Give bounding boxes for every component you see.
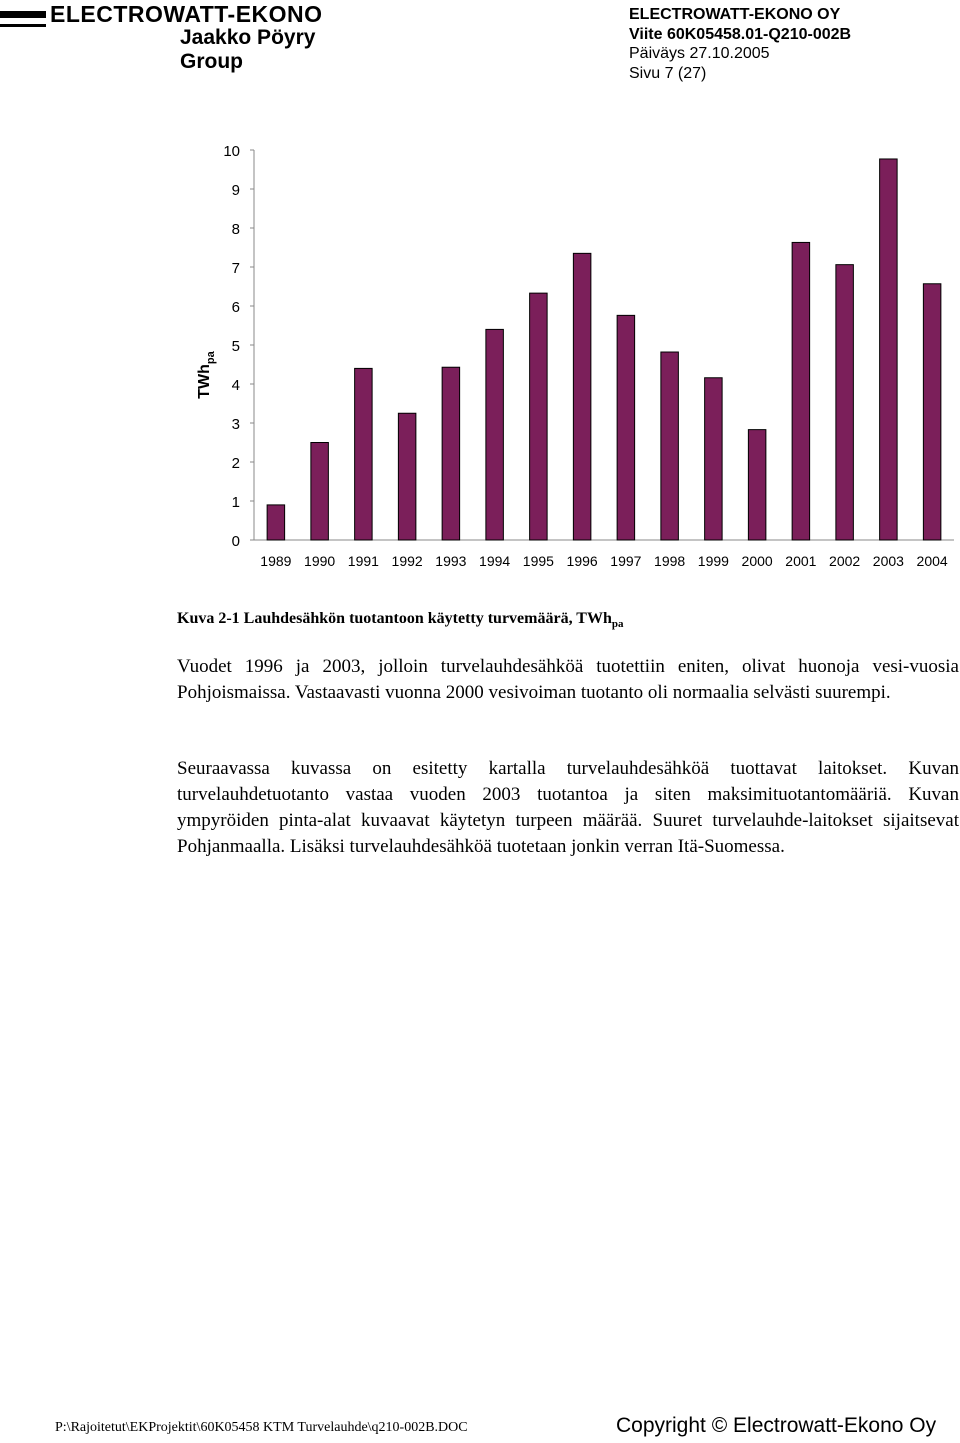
copyright-notice: Copyright © Electrowatt-Ekono Oy bbox=[616, 1414, 937, 1437]
bar-2003 bbox=[880, 159, 898, 540]
figure-caption bbox=[177, 610, 624, 630]
x-tick-label: 1995 bbox=[522, 553, 554, 569]
peat-usage-bar-chart bbox=[180, 130, 960, 580]
bar-1993 bbox=[442, 367, 460, 540]
bar-1999 bbox=[705, 378, 723, 540]
y-axis-label: TWh$_{pa}$ bbox=[196, 351, 217, 399]
x-tick-label: 2000 bbox=[741, 553, 773, 569]
figure-caption-subscript: pa bbox=[611, 618, 624, 631]
x-tick-label: 1990 bbox=[304, 553, 336, 569]
bar-1994 bbox=[486, 329, 504, 540]
x-tick-label: 2003 bbox=[872, 553, 904, 569]
x-tick-label: 1991 bbox=[347, 553, 379, 569]
bar-1998 bbox=[661, 352, 679, 540]
y-axis-ticks bbox=[223, 143, 254, 550]
y-tick-label: 3 bbox=[231, 416, 240, 433]
bar-1995 bbox=[530, 293, 548, 540]
figure-caption-text: Kuva 2-1 Lauhdesähkön tuotantoon käytetty turvemäärä, TWh bbox=[177, 610, 612, 627]
logo-group-name: Jaakko Pöyry Group bbox=[180, 26, 316, 73]
body-paragraph: Seuraavassa kuvassa on esitetty kartalla turvelauhdesähköä tuottavat laitokset. Kuvan turvelauhdetuotanto vastaa vuoden 2003 tuotantoa ja siten maksimituotantomääriä. Kuvan ympyröiden pinta-alat kuvaavat käytetyn turpeen määrää. Suuret turvelauhde-laitokset sijaitsevat Pohjanmaalla. Lisäksi turvelauhdesähköä tuotetaan jonkin verran Itä-Suomessa. bbox=[177, 758, 959, 857]
y-tick-label: 5 bbox=[231, 338, 240, 355]
y-tick-label: 8 bbox=[231, 221, 240, 238]
bar-1990 bbox=[311, 443, 329, 541]
x-tick-label: 1992 bbox=[391, 553, 423, 569]
y-tick-label: 7 bbox=[231, 260, 240, 277]
y-tick-label: 6 bbox=[231, 299, 240, 316]
bar-1996 bbox=[573, 253, 591, 540]
x-tick-label: 1994 bbox=[479, 553, 511, 569]
y-tick-label: 2 bbox=[231, 455, 240, 472]
y-tick-label: 10 bbox=[223, 143, 240, 160]
x-axis-ticks bbox=[260, 553, 948, 569]
y-tick-label: 4 bbox=[231, 377, 240, 394]
document-date: Päiväys 27.10.2005 bbox=[629, 45, 770, 63]
bar-2002 bbox=[836, 265, 854, 540]
x-tick-label: 2001 bbox=[785, 553, 817, 569]
bars bbox=[267, 159, 941, 540]
company-name: ELECTROWATT-EKONO OY bbox=[629, 6, 841, 23]
bar-1992 bbox=[398, 413, 416, 540]
y-tick-label: 1 bbox=[231, 494, 240, 511]
x-tick-label: 1997 bbox=[610, 553, 642, 569]
logo-bar bbox=[0, 11, 46, 18]
file-path: P:\Rajoitetut\EKProjektit\60K05458 KTM Turvelauhde\q210-002B.DOC bbox=[55, 1420, 468, 1435]
x-tick-label: 1998 bbox=[654, 553, 686, 569]
bar-2004 bbox=[923, 284, 941, 540]
bar-2001 bbox=[792, 242, 810, 540]
x-tick-label: 1999 bbox=[697, 553, 729, 569]
document-reference: Viite 60K05458.01-Q210-002B bbox=[629, 25, 852, 43]
x-tick-label: 1993 bbox=[435, 553, 467, 569]
body-paragraph: Vuodet 1996 ja 2003, jolloin turvelauhdesähköä tuotettiin eniten, olivat huonoja vesi-vuosia Pohjoismaissa. Vastaavasti vuonna 2000 vesivoiman tuotanto oli normaalia selvästi suurempi. bbox=[177, 656, 959, 703]
x-tick-label: 2002 bbox=[829, 553, 861, 569]
document-header bbox=[629, 5, 851, 83]
logo-bar bbox=[0, 24, 46, 27]
bar-1997 bbox=[617, 315, 635, 540]
y-tick-label: 0 bbox=[231, 533, 240, 550]
x-tick-label: 1989 bbox=[260, 553, 292, 569]
logo-wordmark: ELECTROWATT-EKONO bbox=[50, 1, 323, 27]
bar-2000 bbox=[748, 430, 766, 540]
x-tick-label: 2004 bbox=[916, 553, 948, 569]
page-number: Sivu 7 (27) bbox=[629, 64, 707, 82]
company-logo bbox=[0, 0, 380, 73]
y-tick-label: 9 bbox=[231, 182, 240, 199]
bar-1989 bbox=[267, 505, 285, 540]
bar-1991 bbox=[355, 368, 373, 540]
x-tick-label: 1996 bbox=[566, 553, 598, 569]
